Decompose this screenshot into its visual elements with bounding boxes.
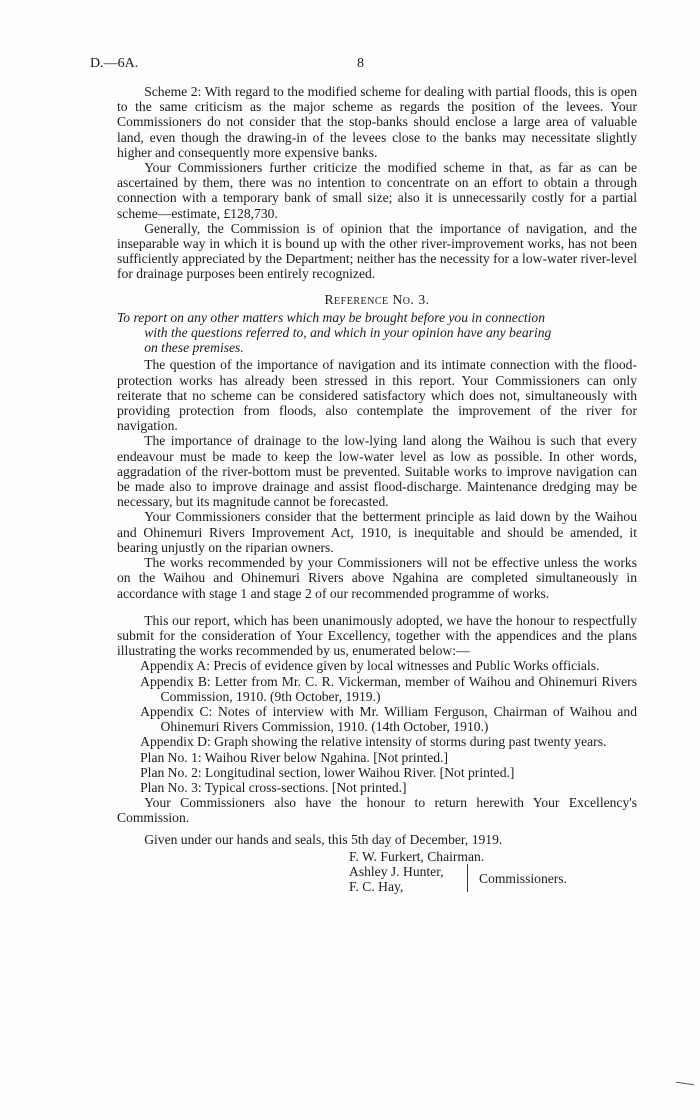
appendix-item: Appendix A: Precis of evidence given by local witnesses and Public Works officials. [140,658,600,674]
paragraph: Your Commissioners further criticize the modified scheme in that, as far as can be ascertained by them, there was no intention to concentrate on an effort to obtain a through connection with a temporary bank of small size; also it is unnecessarily costly for a partial scheme—estimate, £128,730. [117,160,637,221]
appendix-item: Appendix C: Notes of interview with Mr. William Ferguson, Chairman of Waihou and Ohinemuri Rivers Commission, 1910. (14th October, 1910.) [140,703,637,735]
signature-chairman: F. W. Furkert, Chairman. [349,848,485,864]
signature-member: F. C. Hay, [349,878,404,894]
closing-paragraph: This our report, which has been unanimously adopted, we have the honour to respectfully submit for the consideration of Your Excellency, together with the appendices and the plans illustrating the works recommended by us, enumerated below:— [117,612,637,659]
reference-terms-line: on these premises. [144,340,244,356]
plan-item: Plan No. 1: Waihou River below Ngahina. [Not printed.] [140,749,448,765]
brace-mark [467,864,474,892]
signature-member: Ashley J. Hunter, [349,863,444,879]
plan-item: Plan No. 2: Longitudinal section, lower Waihou River. [Not printed.] [140,764,515,780]
margin-mark [676,1082,694,1085]
signature-role: Commissioners. [479,870,567,886]
reference-heading: Reference No. 3. [324,291,430,307]
reference-terms [117,310,637,356]
paragraph: Generally, the Commission is of opinion that the importance of navigation, and the inseparable way in which it is bound up with the other river-improvement works, has not been sufficiently appreciated by the Department; neither has the necessity for a low-water river-level for drainage purposes been entirely recognized. [117,220,637,282]
page-number: 8 [357,56,364,71]
reference-terms-line: with the questions referred to, and which in your opinion have any bearing [144,325,552,341]
appendix-item: Appendix D: Graph showing the relative intensity of storms during past twenty years. [140,734,607,750]
paragraph: Scheme 2: With regard to the modified scheme for dealing with partial floods, this is open to the same criticism as the major scheme as regards the position of the levees. Your Commissioners do not consider that the stop-banks should enclose a large area of valuable land, even though the drawing-in of the levees close to the banks may necessitate slightly higher and consequently more expensive banks. [117,84,637,160]
plan-item: Plan No. 3: Typical cross-sections. [Not printed.] [140,779,407,795]
signature-block [117,849,637,899]
appendix-item: Appendix B: Letter from Mr. C. R. Vickerman, member of Waihou and Ohinemuri Rivers Commission, 1910. (9th October, 1919.) [140,673,637,704]
document-body [117,84,637,899]
paragraph: The importance of drainage to the low-lying land along the Waihou is such that every endeavour must be made to keep the low-water level as low as possible. In other words, aggradation of the river-bottom must be prevented. Suitable works to improve navigation can be made also to improve drainage and assist flood-discharge. Maintenance dredging may be necessary, but its magnitude cannot be forecasted. [117,433,637,510]
reference-terms-line: To report on any other matters which may be brought before you in connection [117,309,546,325]
paragraph: Your Commissioners consider that the betterment principle as laid down by the Waihou and Ohinemuri Rivers Improvement Act, 1910, is inequitable and should be amended, it bearing unjustly on the riparian owners. [117,509,637,555]
paragraph: The works recommended by your Commissioners will not be effective unless the works on the Waihou and Ohinemuri Rivers above Ngahina are completed simultaneously in accordance with stage 1 and stage 2 of our recommended programme of works. [117,555,637,601]
document-reference: D.—6A. [90,56,139,71]
return-paragraph: Your Commissioners also have the honour to return herewith Your Excellency's Commission. [117,795,637,826]
given-line: Given under our hands and seals, this 5th day of December, 1919. [144,831,503,847]
paragraph: The question of the importance of navigation and its intimate connection with the flood-protection works has already been stressed in this report. Your Commissioners can only reiterate that no scheme can be considered satisfactory which does not, simultaneously with providing protection from floods, also contemplate the improvement of the river for navigation. [117,357,637,434]
